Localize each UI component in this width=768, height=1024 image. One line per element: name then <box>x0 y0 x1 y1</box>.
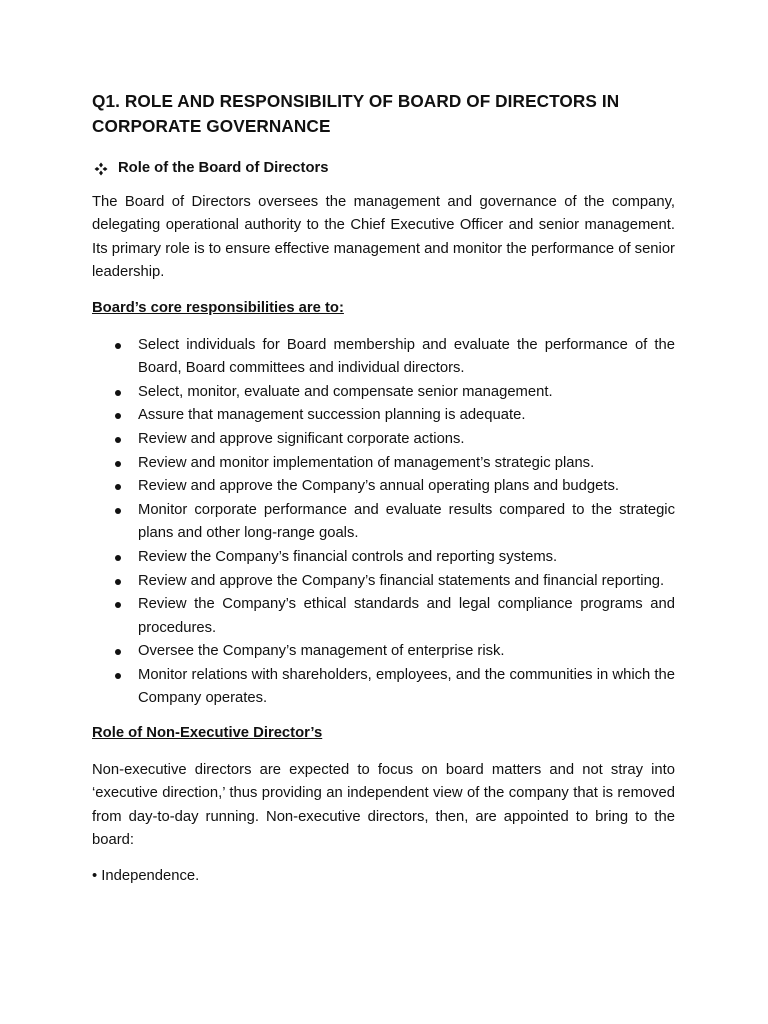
list-item <box>92 546 675 570</box>
bullet-icon <box>115 649 121 655</box>
list-item-text: Monitor corporate performance and evaluate results compared to the strategic plans and other long-range goals. <box>138 501 675 542</box>
list-item-text: Assure that management succession planning is adequate. <box>138 407 526 424</box>
section-heading <box>92 157 675 181</box>
list-item-text: Select, monitor, evaluate and compensate senior management. <box>138 383 553 400</box>
independence-bullet: • Independence. <box>92 868 200 885</box>
list-item <box>92 664 675 711</box>
responsibilities-heading: Board’s core responsibilities are to: <box>92 299 344 316</box>
list-item <box>92 452 675 476</box>
list-item <box>92 475 675 499</box>
list-item <box>92 570 675 594</box>
list-item-text: Review and approve the Company’s annual operating plans and budgets. <box>138 478 619 495</box>
document-title: Q1. ROLE AND RESPONSIBILITY OF BOARD OF DIRECTORS IN CORPORATE GOVERNANCE <box>92 91 620 136</box>
list-item <box>92 499 675 546</box>
bullet-icon <box>115 437 121 443</box>
list-item <box>92 334 675 381</box>
list-item <box>92 404 675 428</box>
section-heading-text: Role of the Board of Directors <box>118 160 329 176</box>
bullet-icon <box>115 555 121 561</box>
bullet-icon <box>115 461 121 467</box>
list-item-text: Select individuals for Board membership and evaluate the performance of the Board, Board committees and individual directors. <box>138 336 675 377</box>
list-item <box>92 640 675 664</box>
list-item-text: Monitor relations with shareholders, employees, and the communities in which the Company operates. <box>138 666 675 707</box>
list-item-text: Review the Company’s ethical standards and legal compliance programs and procedures. <box>138 596 675 636</box>
ned-heading: Role of Non-Executive Director’s <box>92 725 323 742</box>
list-item <box>92 428 675 452</box>
four-diamond-icon <box>94 162 108 176</box>
responsibilities-list <box>92 334 675 712</box>
list-item-text: Review and monitor implementation of management’s strategic plans. <box>138 454 595 471</box>
intro-paragraph: The Board of Directors oversees the management and governance of the company, delegating operational authority to the Chief Executive Officer and senior management. Its primary role is to ensure effective management and monitor the performance of senior leadership. <box>92 193 675 281</box>
bullet-icon <box>115 673 121 679</box>
list-item <box>92 381 675 405</box>
bullet-icon <box>115 602 121 608</box>
list-item-text: Review and approve the Company’s financial statements and financial reporting. <box>138 572 665 589</box>
bullet-icon <box>115 579 121 585</box>
bullet-icon <box>115 390 121 396</box>
list-item-text: Review and approve significant corporate actions. <box>138 430 465 447</box>
bullet-icon <box>115 508 121 514</box>
bullet-icon <box>115 343 121 349</box>
ned-paragraph: Non-executive directors are expected to focus on board matters and not stray into ‘executive direction,’ thus providing an independent view of the company that is removed from day-to-day running. Non-executive directors, then, are appointed to bring to the board: <box>92 761 675 849</box>
list-item <box>92 593 675 640</box>
list-item-text: Oversee the Company’s management of enterprise risk. <box>138 643 505 660</box>
bullet-icon <box>115 413 121 419</box>
bullet-icon <box>115 484 121 490</box>
list-item-text: Review the Company’s financial controls and reporting systems. <box>138 548 558 565</box>
